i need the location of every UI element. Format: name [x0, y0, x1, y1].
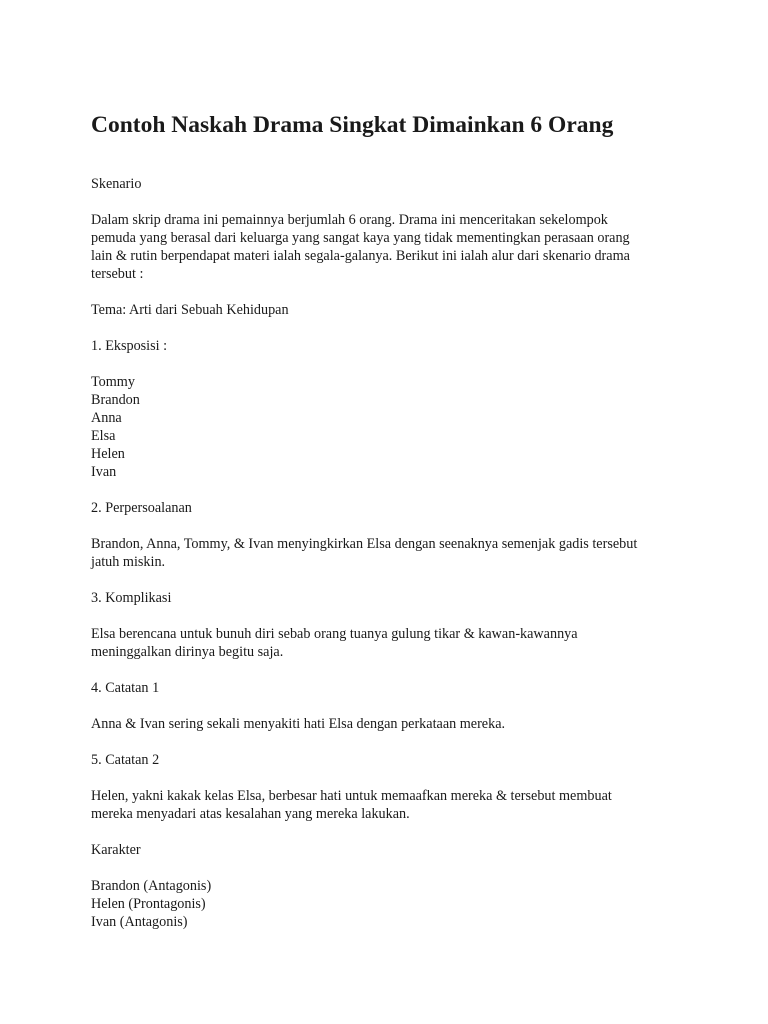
role-entry: Brandon (Antagonis): [91, 878, 212, 894]
character-name: Brandon: [91, 392, 140, 408]
tema-line: Tema: Arti dari Sebuah Kehidupan: [91, 302, 289, 318]
skenario-label: Skenario: [91, 176, 142, 192]
komplikasi-heading: 3. Komplikasi: [91, 590, 172, 606]
intro-paragraph: [91, 211, 691, 283]
perpersoalanan-paragraph: [91, 535, 691, 571]
paragraph-line: Helen, yakni kakak kelas Elsa, berbesar hati untuk memaafkan mereka & tersebut membuat: [91, 788, 612, 804]
komplikasi-paragraph: [91, 625, 691, 661]
catatan-2-paragraph: [91, 787, 691, 823]
paragraph-line: meninggalkan dirinya begitu saja.: [91, 644, 284, 660]
intro-line: lain & rutin berpendapat materi ialah segala-galanya. Berikut ini ialah alur dari skenario drama: [91, 248, 630, 264]
character-list: [91, 373, 691, 481]
paragraph-line: Elsa berencana untuk bunuh diri sebab orang tuanya gulung tikar & kawan-kawannya: [91, 626, 578, 642]
intro-line: Dalam skrip drama ini pemainnya berjumlah 6 orang. Drama ini menceritakan sekelompok: [91, 212, 608, 228]
perpersoalanan-heading: 2. Perpersoalanan: [91, 500, 192, 516]
role-list: [91, 877, 691, 931]
role-entry: Ivan (Antagonis): [91, 914, 188, 930]
catatan-1-heading: 4. Catatan 1: [91, 680, 160, 696]
paragraph-line: jatuh miskin.: [91, 554, 166, 570]
character-name: Tommy: [91, 374, 135, 390]
eksposisi-heading: 1. Eksposisi :: [91, 338, 168, 354]
character-name: Helen: [91, 446, 125, 462]
paragraph-line: Anna & Ivan sering sekali menyakiti hati Elsa dengan perkataan mereka.: [91, 716, 506, 732]
paragraph-line: Brandon, Anna, Tommy, & Ivan menyingkirkan Elsa dengan seenaknya semenjak gadis tersebut: [91, 536, 638, 552]
document-content: [91, 110, 691, 931]
document-title: Contoh Naskah Drama Singkat Dimainkan 6 Orang: [91, 112, 614, 138]
character-name: Elsa: [91, 428, 116, 444]
intro-line: tersebut :: [91, 266, 144, 282]
catatan-1-paragraph: [91, 715, 691, 733]
role-entry: Helen (Prontagonis): [91, 896, 206, 912]
character-name: Ivan: [91, 464, 117, 480]
intro-line: pemuda yang berasal dari keluarga yang sangat kaya yang tidak mementingkan perasaan orang: [91, 230, 630, 246]
character-name: Anna: [91, 410, 122, 426]
paragraph-line: mereka menyadari atas kesalahan yang mereka lakukan.: [91, 806, 410, 822]
karakter-heading: Karakter: [91, 842, 141, 858]
catatan-2-heading: 5. Catatan 2: [91, 752, 160, 768]
